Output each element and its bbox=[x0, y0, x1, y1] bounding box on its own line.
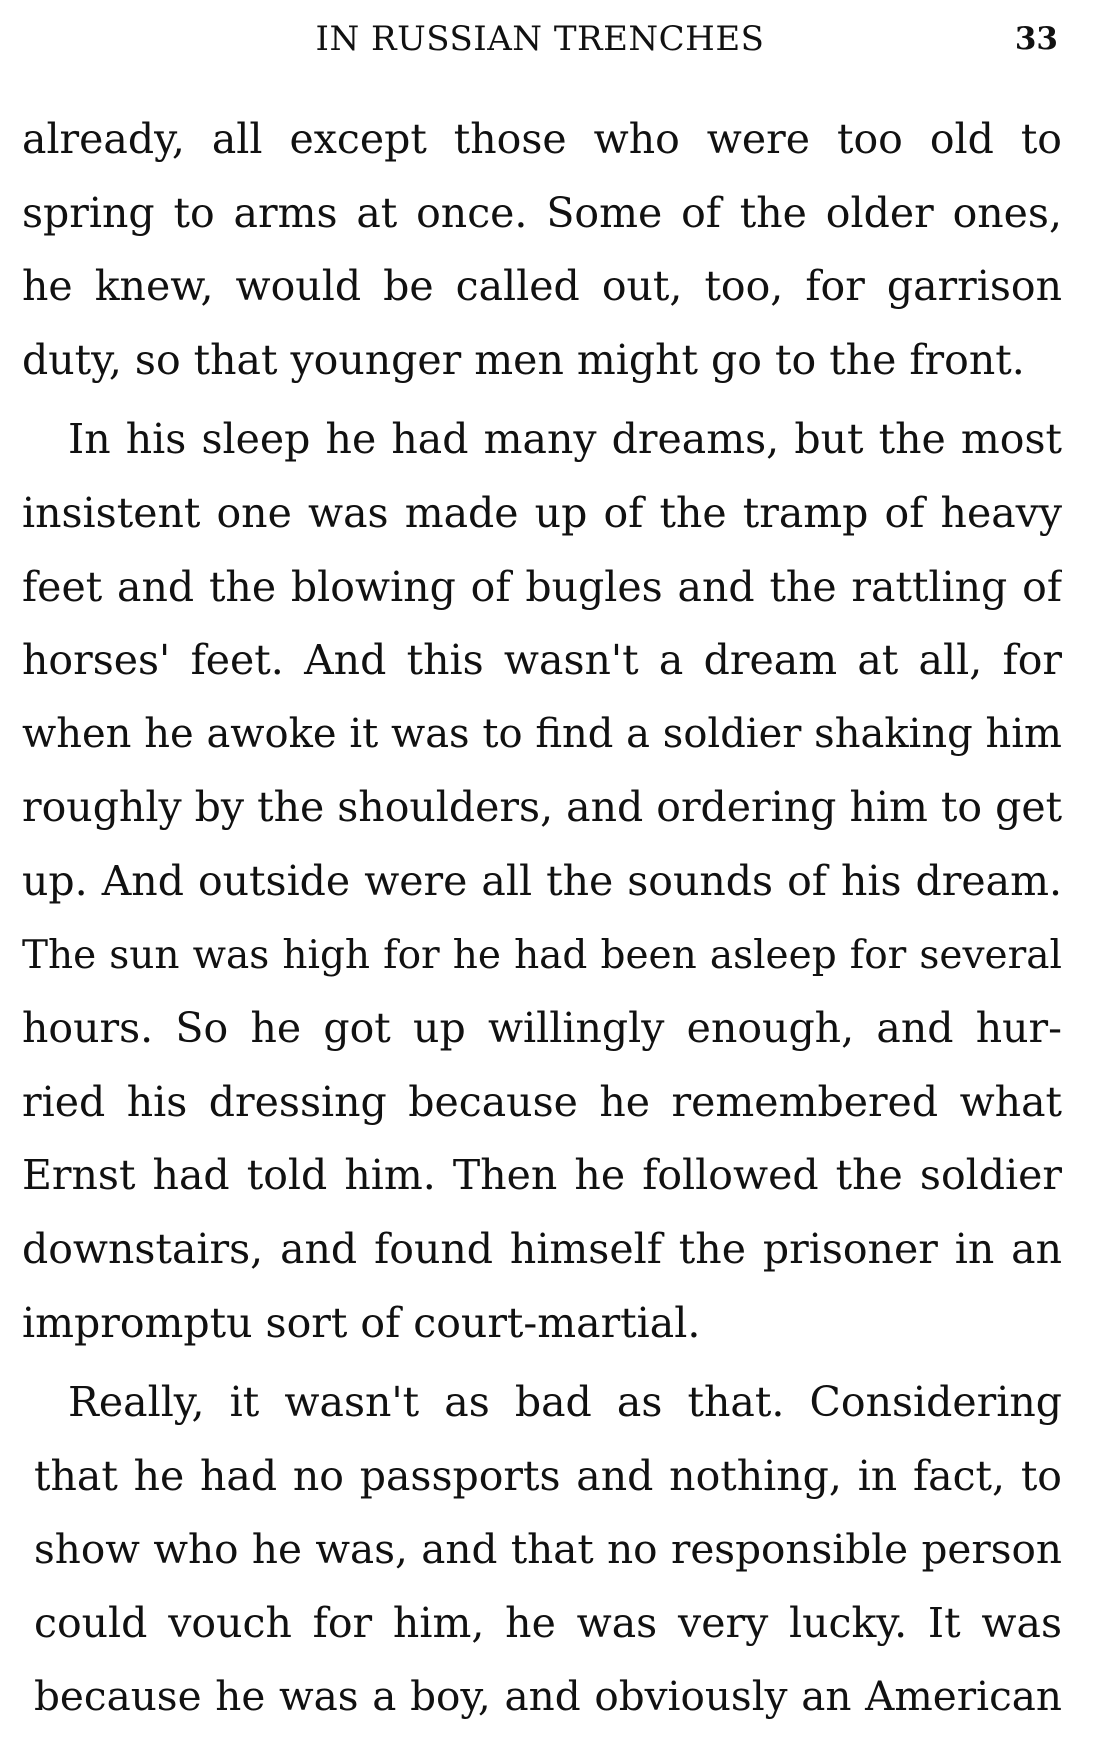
running-head bbox=[22, 14, 1058, 64]
text-line: when he awoke it was to find a soldier shaking him bbox=[22, 710, 1062, 757]
text-line: downstairs, and found himself the prisoner in an bbox=[22, 1224, 1062, 1273]
text-line: Really, it wasn't as bad as that. Considering bbox=[68, 1378, 1062, 1427]
text-line: The sun was high for he had been asleep for several bbox=[22, 932, 1062, 978]
text-line: up. And outside were all the sounds of his dream. bbox=[22, 856, 1062, 905]
text-line: spring to arms at once. Some of the older ones, bbox=[22, 188, 1062, 237]
text-line: feet and the blowing of bugles and the rattling of bbox=[22, 562, 1062, 611]
text-line: insistent one was made up of the tramp of heavy bbox=[22, 488, 1062, 537]
text-line: he knew, would be called out, too, for garrison bbox=[22, 262, 1062, 311]
text-line: roughly by the shoulders, and ordering him to get bbox=[22, 783, 1062, 832]
text-line: In his sleep he had many dreams, but the most bbox=[68, 415, 1062, 464]
running-title: IN RUSSIAN TRENCHES bbox=[315, 19, 765, 59]
text-line: hours. So he got up willingly enough, and hur- bbox=[22, 1004, 1062, 1053]
text-line: that he had no passports and nothing, in fact, to bbox=[34, 1451, 1062, 1500]
body-text bbox=[22, 103, 1062, 1734]
text-line: ried his dressing because he remembered what bbox=[22, 1077, 1062, 1126]
page-number: 33 bbox=[1014, 21, 1058, 57]
text-line: impromptu sort of court-martial. bbox=[22, 1298, 701, 1347]
text-line: duty, so that younger men might go to the front. bbox=[22, 335, 1025, 384]
text-line: Ernst had told him. Then he followed the soldier bbox=[22, 1151, 1062, 1200]
text-line: show who he was, and that no responsible person bbox=[34, 1525, 1062, 1574]
text-line: already, all except those who were too old to bbox=[22, 115, 1062, 163]
text-line: could vouch for him, he was very lucky. It was bbox=[34, 1598, 1062, 1647]
text-line: because he was a boy, and obviously an American bbox=[34, 1672, 1062, 1721]
text-line: horses' feet. And this wasn't a dream at all, for bbox=[22, 636, 1062, 685]
